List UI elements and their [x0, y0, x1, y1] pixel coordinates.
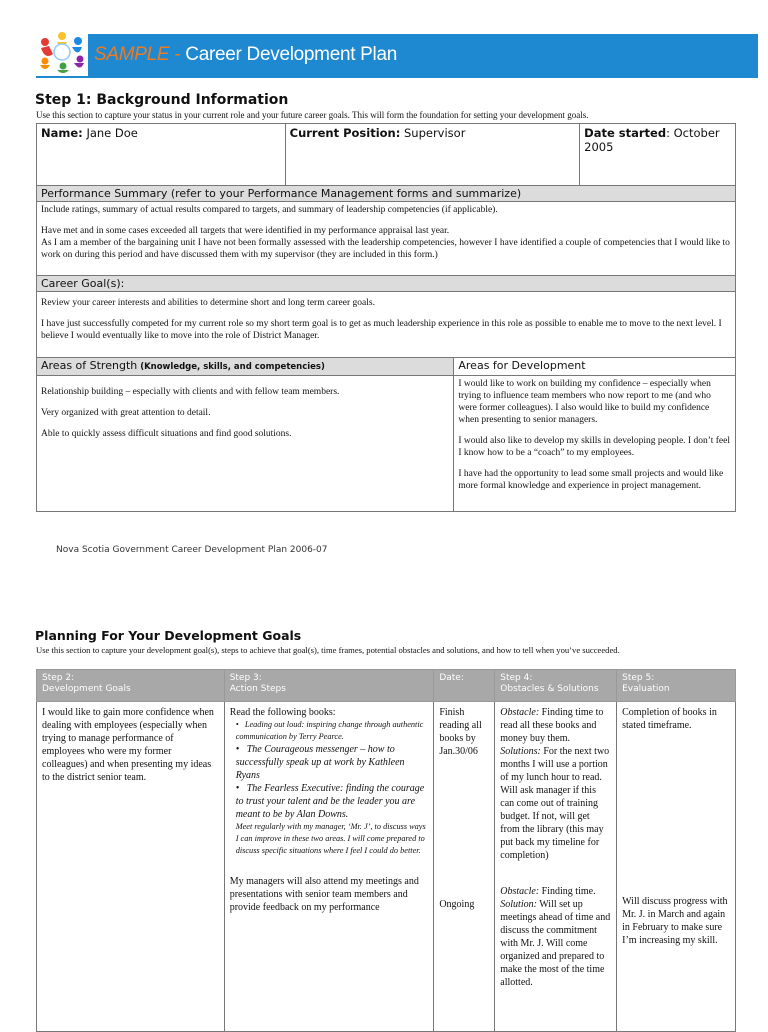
book-item: • The Fearless Executive: finding the courage to trust your talent and be the leader you are meant to be by Alan Downs.: [235, 783, 425, 820]
position-label: Current Position:: [289, 126, 401, 140]
obstacles-cell: [495, 702, 617, 1032]
strength-item: Relationship building – especially with clients and with fellow team members.: [41, 387, 340, 397]
name-value: Jane Doe: [86, 126, 138, 140]
obstacle-1: Obstacle: Finding time to read all these books and money buy them.: [500, 707, 604, 744]
strength-item: Able to quickly assess difficult situations and find good solutions.: [41, 429, 292, 439]
evaluation-cell: [617, 702, 736, 1032]
areas-of-strength-heading: [37, 358, 454, 376]
development-item: I would like to work on building my confidence – especially when trying to influence team members who now report to me (and who were former colleagues). I also would like to build my confidence when presenting to senior managers.: [458, 379, 711, 425]
solution-2: Solution: Will set up meetings ahead of time and discuss the commitment with Mr. J. Will come organized and prepared to make the most of the time allotted.: [500, 899, 611, 988]
strength-heading-label: Areas of Strength: [41, 359, 138, 372]
col-header-evaluation: Step 5: Evaluation: [617, 670, 736, 702]
obstacle-2: Obstacle: Finding time.: [500, 886, 596, 897]
action-steps-cell: [224, 702, 434, 1032]
date-started-cell: [580, 124, 736, 186]
date-1: Finish reading all books by Jan.30/06: [439, 707, 482, 757]
development-goals-table: [36, 669, 736, 1032]
areas-for-development-heading: Areas for Development: [454, 358, 736, 376]
name-cell: [37, 124, 286, 186]
step1-intro: Use this section to capture your status in your current role and your future career goals. This will form the foundation for setting your development goals.: [36, 110, 589, 120]
sample-label: SAMPLE: [94, 44, 170, 65]
date-started-label: Date started: [584, 126, 667, 140]
development-goal-cell: [37, 702, 225, 1032]
evaluation-1: Completion of books in stated timeframe.: [622, 707, 717, 731]
career-goals-heading: Career Goal(s):: [37, 276, 736, 292]
development-item: I have had the opportunity to lead some small projects and would like more formal knowledge and experience in project management.: [458, 469, 724, 491]
book-item: • Leading out loud: inspiring change through authentic communication by Terry Pearce.: [235, 720, 424, 741]
strength-item: Very organized with great attention to detail.: [41, 408, 211, 418]
evaluation-2: Will discuss progress with Mr. J. in March and again in February to make sure I’m increasing my skill.: [622, 896, 728, 946]
date-2: Ongoing: [439, 899, 475, 910]
date-cell: [434, 702, 495, 1032]
col-header-development-goals: Step 2: Development Goals: [37, 670, 225, 702]
action-intro: Read the following books:: [229, 707, 336, 718]
book-item: • The Courageous messenger – how to successfully speak up at work by Kathleen Ryans: [235, 744, 405, 781]
career-line: Review your career interests and abilities to determine short and long term career goals.: [41, 298, 375, 308]
footer-note: Nova Scotia Government Career Development Plan 2006-07: [56, 545, 328, 555]
planning-heading: Planning For Your Development Goals: [35, 628, 302, 643]
strength-heading-sub: (Knowledge, skills, and competencies): [137, 362, 325, 372]
people-circle-logo-icon: [36, 30, 88, 76]
col-header-action-steps: Step 3: Action Steps: [224, 670, 434, 702]
career-line: I have just successfully competed for my current role so my short term goal is to get as much leadership experience in this role as possible to enable me to move to the next level. I believe I would eventually like to move into the role of District Manager.: [41, 319, 722, 341]
performance-summary-cell: [37, 202, 736, 276]
col-header-date: Date:: [434, 670, 495, 702]
action-step-2: My managers will also attend my meetings and presentations with senior team members and provide feedback on my performance: [229, 876, 419, 913]
development-goal-text: I would like to gain more confidence when dealing with employees (especially when trying to manage performance of employees who were my former colleagues) and when presenting my ideas to the district senior team.: [42, 707, 214, 783]
step1-heading: Step 1: Background Information: [35, 92, 289, 108]
planning-intro: Use this section to capture your development goal(s), steps to achieve that goal(s), time frames, potential obstacles and solutions, and how to tell when you’ve succeeded.: [36, 645, 620, 655]
development-item: I would also like to develop my skills in developing people. I don’t feel I know how to be a “coach” to my employees.: [458, 436, 730, 458]
areas-for-development-cell: [454, 376, 736, 512]
areas-of-strength-cell: [37, 376, 454, 512]
performance-summary-heading: Performance Summary (refer to your Performance Management forms and summarize): [37, 186, 736, 202]
document-title: [94, 44, 397, 66]
performance-line: Have met and in some cases exceeded all targets that were identified in my performance appraisal last year.: [41, 226, 450, 236]
action-note: Meet regularly with my manager, ‘Mr. J’, to discuss ways I can improve in these two areas. I will come prepared to discuss specific situations where I feel I could do better.: [235, 822, 426, 855]
title-separator: -: [169, 44, 186, 65]
performance-line: Include ratings, summary of actual results compared to targets, and summary of leadership competencies (if applicable).: [41, 205, 498, 215]
position-value: Supervisor: [403, 126, 466, 140]
background-info-table: [36, 123, 736, 512]
col-header-obstacles-solutions: Step 4: Obstacles & Solutions: [495, 670, 617, 702]
title-text: Career Development Plan: [185, 44, 398, 65]
name-label: Name:: [41, 126, 83, 140]
career-goals-cell: [37, 292, 736, 358]
performance-line: As I am a member of the bargaining unit I have not been formally assessed with the leadership competencies, however I have identified a couple of competencies that I would like to work on during this period and have discussed them with my supervisor (they are included in this form.): [41, 238, 730, 260]
solution-1-more: Will ask manager if this can come out of training budget. If not, will get from the library (this may put back my timeline for completion): [500, 785, 604, 861]
date-started-value: : October 2005: [584, 126, 720, 154]
position-cell: [285, 124, 580, 186]
solution-1: Solutions: For the next two months I will use a portion of my lunch hour to read.: [500, 746, 610, 783]
